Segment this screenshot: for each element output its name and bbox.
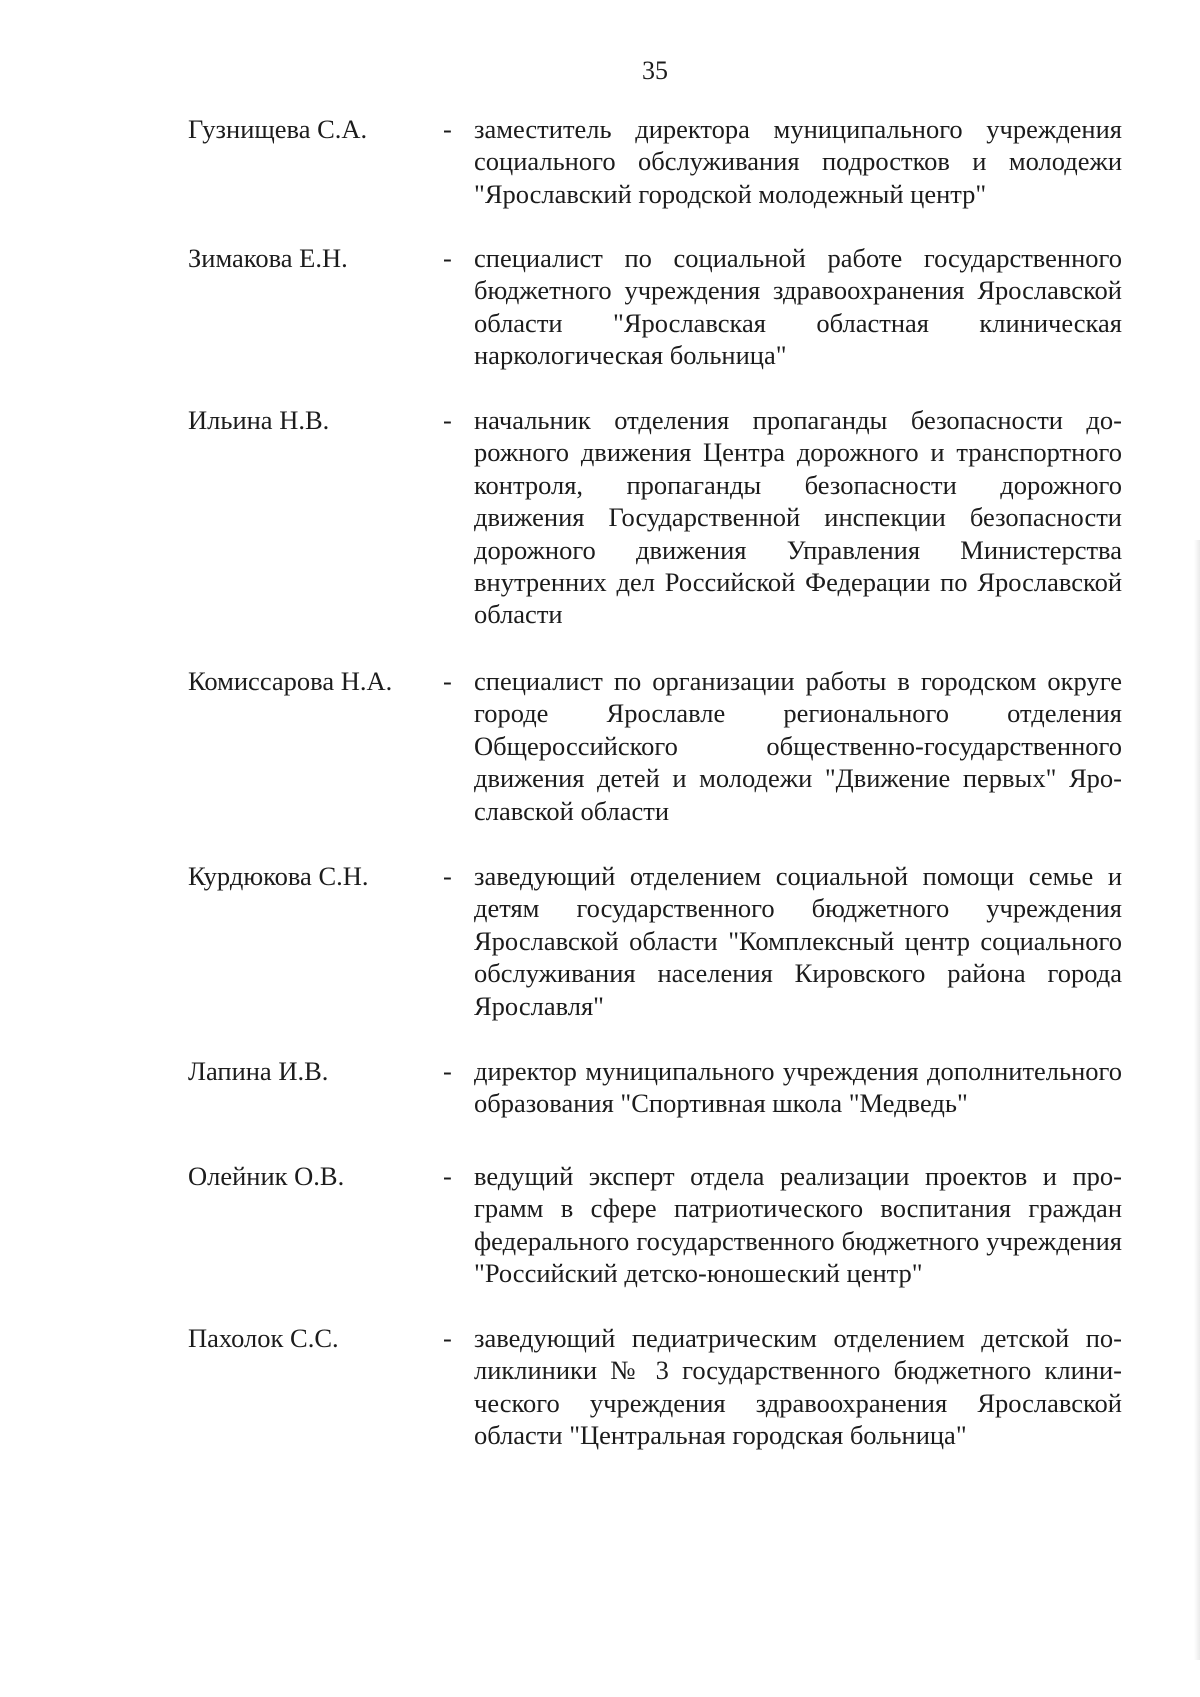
member-name: Олейник О.В.	[188, 1161, 345, 1191]
member-position: заведующий отделением социальной помощи семье и детям государственного бюджетного учреждения Ярославской области "Комплексный центр социального обслуживания населения Кировского района города Ярославля"	[474, 861, 1122, 1021]
member-name: Гузнищева С.А.	[188, 114, 368, 144]
entry-dash: -	[443, 1161, 452, 1191]
page-number: 35	[642, 56, 668, 85]
entry-dash: -	[443, 243, 452, 273]
entry-dash: -	[443, 405, 452, 435]
member-position: заведующий педиатрическим отделением детской поликлиники № 3 государственного бюджетного клинического учреждения здравоохранения Ярославской области "Центральная городская больница"	[474, 1323, 1122, 1451]
member-position: специалист по социальной работе государственного бюджетного учреждения здравоохранения Ярославской области "Ярославская областная клиническая наркологическая больница"	[474, 243, 1122, 371]
member-name: Пахолок С.С.	[188, 1323, 339, 1353]
entry-dash: -	[443, 1056, 452, 1086]
member-name: Зимакова Е.Н.	[188, 243, 348, 273]
member-position: директор муниципального учреждения дополнительного образования "Спортивная школа "Медведь"	[474, 1056, 1122, 1119]
member-name: Комиссарова Н.А.	[188, 666, 393, 696]
member-position: ведущий эксперт отдела реализации проектов и программ в сфере патриотического воспитания граждан федерального государственного бюджетного учреждения "Российский детско-юношеский центр"	[474, 1161, 1122, 1289]
member-name: Курдюкова С.Н.	[188, 861, 369, 891]
member-name: Лапина И.В.	[188, 1056, 329, 1086]
scan-edge-shadow	[1194, 540, 1200, 1660]
member-position: начальник отделения пропаганды безопасности дорожного движения Центра дорожного и транспортного контроля, пропаганды безопасности дорожного движения Государственной инспекции безопасности дорожного движения Управления Министерства внутренних дел Российской Федерации по Ярославской области	[474, 405, 1122, 630]
entry-dash: -	[443, 861, 452, 891]
member-position: специалист по организации работы в городском округе городе Ярославле регионального отделения Общероссийского общественно-государственного движения детей и молодежи "Движение первых" Ярославской области	[474, 666, 1122, 826]
entry-dash: -	[443, 1323, 452, 1353]
member-name: Ильина Н.В.	[188, 405, 330, 435]
entry-dash: -	[443, 666, 452, 696]
member-position: заместитель директора муниципального учреждения социального обслуживания подростков и молодежи "Ярославский городской молодежный центр"	[474, 114, 1122, 209]
entry-dash: -	[443, 114, 452, 144]
